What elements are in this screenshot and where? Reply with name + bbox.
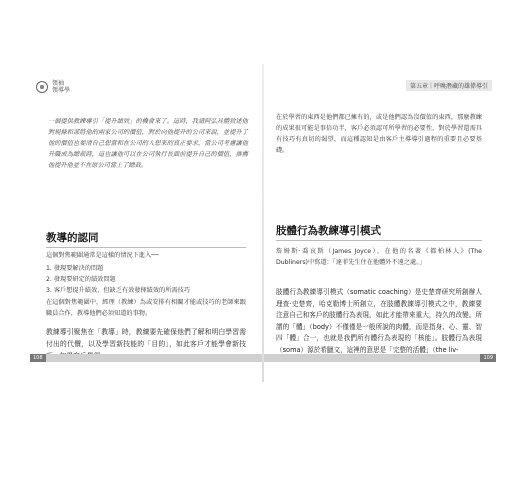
page-number: 109: [480, 354, 496, 362]
book-spread: [30, 64, 496, 382]
paragraph: 在這個對焦範圍中，經理（教練）為或安排有相關才能或技巧的老師來跟職員合作，教導他們必須知道的事物。: [46, 299, 246, 317]
left-running-head: [36, 80, 70, 94]
paragraph: 肢體行為教練導引模式（somatic coaching）是史楚齊研究所創辦人理查‧史楚齊，哈克勒博士所創立，在肢體教練導引模式之中，教練要注意自己和客戶的肢體行為表現，如此才能帶來重大，持久的改變。所謂的「體」（body）不僅僅是一般所說的肉體，而是指身、心、靈、智四「體」合一，也就是我們所有體行為表現的「核能」。肢體行為表現（soma）源於希臘文，這裡的意思是「完整的活體」（the liv-: [276, 288, 482, 354]
paragraph: 在於學習的東西是他們都已擁有的，或是他們認為沒價值的東西，那麼教練的成果很可能是事倍功半，客戶必須認可所學習的必要性，對於學習還需具有技巧有真切的渴望，而這種認知是由客戶主導導引過程的重要且必要基礎。: [276, 114, 482, 154]
right-running-head: 第五章｜呼喚潛藏的雄偉導引: [406, 80, 492, 91]
footer-bar: [264, 354, 496, 362]
list-item: 1. 發現要解決的問題: [46, 265, 104, 272]
paragraph: 這個對焦範圍通常是這樣的情況下進入──: [46, 252, 159, 259]
list-item: 2. 發現要研定的績效問題: [46, 276, 116, 283]
numbered-list: [46, 263, 246, 296]
paragraph: 教練導引聚焦在「教導」時，教練要先確保他們了解和明白學習需付出的代價，以及學習新技能的「目的」，如此客戶才能學會新技: [46, 328, 246, 348]
section-heading-recognition: 教導的認同: [46, 230, 246, 248]
paragraph: 詹姆斯‧喬哀斯（James Joyce），在他的名著《都柏林人》(The Dubliners)中寫道：「達菲先生住在他體外不遠之處。」: [276, 248, 482, 266]
book-logo-icon: [36, 81, 48, 93]
list-item: 3. 客戶想提升績效，但缺乏有效發揮績效的所需技巧: [46, 287, 190, 294]
left-running-head-text: 領袖 領導學: [52, 80, 71, 94]
intro-paragraph: 一個提供教練導引「提升績效」的機會來了。這時，我請阿弘具體敘述他對規條和部將他的兩家公司的價值，對於向他提升的公司來說，並提升了他的價值也要清自己想當和在公司的人想來的真正要求，當公司考慮讓他升職成為總裁時，這也讓他可以在公司執行長面前提升自己的價值，推薦他提升他並不在原公司當上了總裁。: [48, 118, 248, 169]
section-heading-somatic: 肢體行為教練導引模式: [276, 223, 482, 241]
right-page: [264, 64, 496, 382]
footer-bar: [30, 354, 262, 362]
page-number: 108: [30, 354, 46, 362]
left-page: [30, 64, 262, 382]
